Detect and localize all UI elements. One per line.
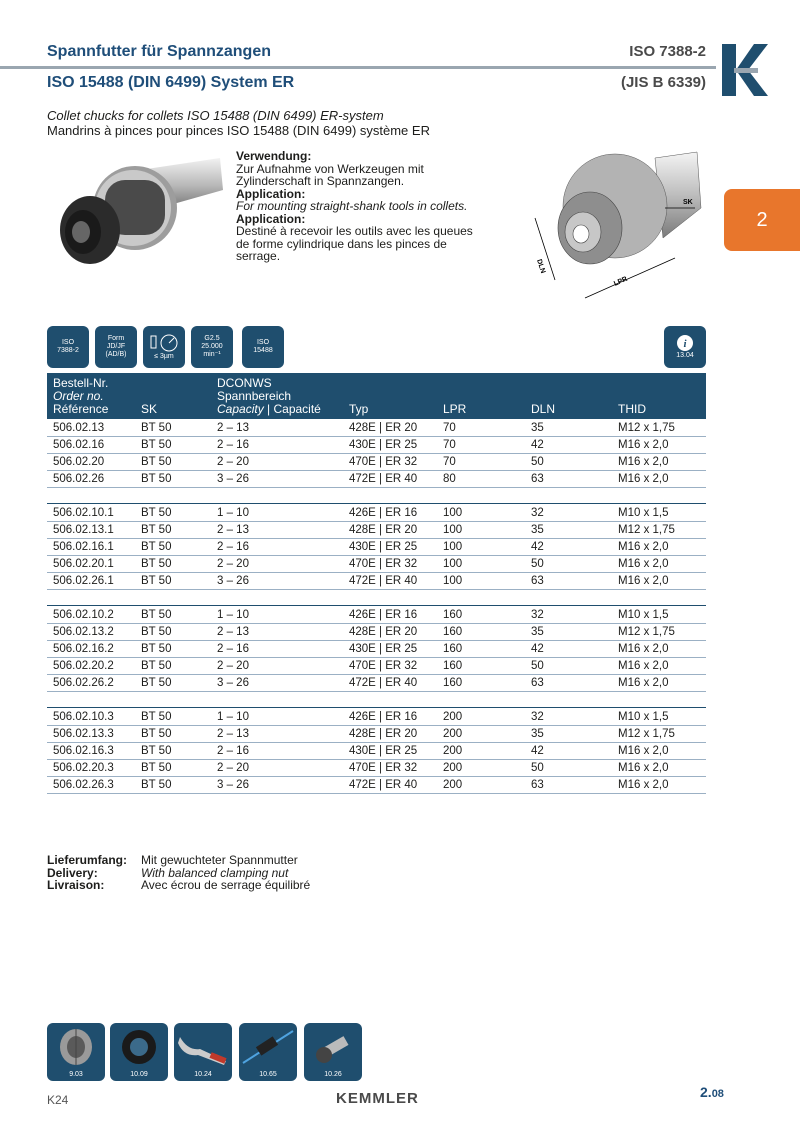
cell-capacity: 2 – 16 xyxy=(217,541,249,553)
group-divider xyxy=(47,503,706,504)
cell-order-number: 506.02.16.3 xyxy=(53,745,114,757)
iso-7388-icon-line2: 7388-2 xyxy=(57,347,79,354)
cell-sk: BT 50 xyxy=(141,762,172,774)
cell-capacity: 1 – 10 xyxy=(217,711,249,723)
brush-icon xyxy=(239,1023,297,1071)
runout-icon xyxy=(143,326,185,368)
accessory-clamping-nut-ref: 10.09 xyxy=(130,1071,148,1078)
cell-lpr: 70 xyxy=(443,456,456,468)
cell-type: 426E | ER 16 xyxy=(349,711,418,723)
table-row[interactable] xyxy=(47,777,706,794)
delivery-label-de: Lieferumfang: xyxy=(47,853,128,867)
table-row[interactable] xyxy=(47,760,706,777)
table-row[interactable] xyxy=(47,624,706,641)
cell-sk: BT 50 xyxy=(141,711,172,723)
col-range-en: Capacity xyxy=(217,402,264,416)
sk-dimension-label: SK xyxy=(683,199,693,206)
usage-label-fr: Application: xyxy=(236,211,306,226)
cell-thid: M16 x 2,0 xyxy=(618,779,669,791)
cell-order-number: 506.02.26.1 xyxy=(53,575,114,587)
cell-thid: M16 x 2,0 xyxy=(618,456,669,468)
cell-thid: M10 x 1,5 xyxy=(618,609,669,621)
cell-lpr: 200 xyxy=(443,745,463,757)
cell-order-number: 506.02.20 xyxy=(53,456,105,468)
col-range-en-fr xyxy=(217,403,321,415)
cell-sk: BT 50 xyxy=(141,422,172,434)
dln-dimension-label: DLN xyxy=(535,258,547,275)
cell-sk: BT 50 xyxy=(141,439,172,451)
cell-type: 472E | ER 40 xyxy=(349,779,418,791)
info-button[interactable] xyxy=(664,326,706,368)
chapter-tab[interactable]: 2 xyxy=(724,189,800,251)
cell-lpr: 200 xyxy=(443,779,463,791)
cell-dln: 42 xyxy=(531,643,544,655)
cell-capacity: 2 – 13 xyxy=(217,422,249,434)
delivery-text-de: Mit gewuchteter Spannmutter xyxy=(141,853,298,867)
cell-order-number: 506.02.13 xyxy=(53,422,105,434)
subtitle-en: Collet chucks for collets ISO 15488 (DIN 6499) ER-system xyxy=(47,108,384,123)
cell-thid: M16 x 2,0 xyxy=(618,439,669,451)
table-row[interactable] xyxy=(47,420,706,437)
cell-sk: BT 50 xyxy=(141,473,172,485)
col-order-de: Bestell-Nr. xyxy=(53,376,109,390)
table-row[interactable] xyxy=(47,471,706,488)
iso-7388-icon xyxy=(47,326,89,368)
delivery-label-fr: Livraison: xyxy=(47,878,105,892)
delivery-info xyxy=(47,854,310,892)
cell-lpr: 160 xyxy=(443,660,463,672)
cell-dln: 50 xyxy=(531,456,544,468)
cell-lpr: 160 xyxy=(443,609,463,621)
balance-unit: min⁻¹ xyxy=(203,351,221,358)
cell-capacity: 2 – 16 xyxy=(217,643,249,655)
table-row[interactable] xyxy=(47,675,706,692)
usage-text-de: Zur Aufnahme von Werkzeugen mit Zylinderschaft in Spannzangen. xyxy=(236,161,424,188)
accessory-wrench[interactable] xyxy=(174,1023,232,1081)
cell-lpr: 200 xyxy=(443,762,463,774)
cell-order-number: 506.02.13.1 xyxy=(53,524,114,536)
cell-order-number: 506.02.20.2 xyxy=(53,660,114,672)
cell-order-number: 506.02.26.3 xyxy=(53,779,114,791)
iso-15488-icon xyxy=(242,326,284,368)
cell-capacity: 3 – 26 xyxy=(217,575,249,587)
cell-dln: 63 xyxy=(531,677,544,689)
jis-standard-label: (JIS B 6339) xyxy=(620,74,706,91)
table-row[interactable] xyxy=(47,641,706,658)
accessory-pull-stud-ref: 10.26 xyxy=(324,1071,342,1078)
cell-type: 428E | ER 20 xyxy=(349,524,418,536)
cell-lpr: 160 xyxy=(443,643,463,655)
cell-dln: 63 xyxy=(531,779,544,791)
pull-stud-icon xyxy=(304,1023,362,1071)
cell-order-number: 506.02.13.2 xyxy=(53,626,114,638)
cell-dln: 35 xyxy=(531,728,544,740)
cell-lpr: 200 xyxy=(443,728,463,740)
cell-thid: M16 x 2,0 xyxy=(618,745,669,757)
iso-15488-icon-line1: ISO xyxy=(256,339,270,346)
cell-type: 470E | ER 32 xyxy=(349,558,418,570)
cell-sk: BT 50 xyxy=(141,660,172,672)
col-order-fr: Référence xyxy=(53,402,109,416)
cell-capacity: 2 – 20 xyxy=(217,558,249,570)
cell-dln: 42 xyxy=(531,439,544,451)
info-icon xyxy=(676,334,694,352)
cell-thid: M16 x 2,0 xyxy=(618,575,669,587)
cell-lpr: 100 xyxy=(443,507,463,519)
cell-order-number: 506.02.26.2 xyxy=(53,677,114,689)
collet-icon xyxy=(47,1023,105,1071)
cell-order-number: 506.02.16 xyxy=(53,439,105,451)
cell-sk: BT 50 xyxy=(141,524,172,536)
table-row[interactable] xyxy=(47,522,706,539)
cell-sk: BT 50 xyxy=(141,626,172,638)
col-sk: SK xyxy=(141,402,158,416)
table-header xyxy=(47,373,706,419)
page-number xyxy=(700,1084,724,1100)
page-reference: K24 xyxy=(47,1093,69,1107)
cell-lpr: 70 xyxy=(443,439,456,451)
cell-sk: BT 50 xyxy=(141,507,172,519)
usage-text-en: For mounting straight-shank tools in collets. xyxy=(236,199,468,213)
form-icon-line1: Form xyxy=(107,335,125,342)
accessory-collet[interactable] xyxy=(47,1023,105,1081)
cell-capacity: 2 – 20 xyxy=(217,660,249,672)
subtitle-fr: Mandrins à pinces pour pinces ISO 15488 (DIN 6499) système ER xyxy=(47,123,430,138)
cell-order-number: 506.02.13.3 xyxy=(53,728,114,740)
cell-type: 426E | ER 16 xyxy=(349,507,418,519)
table-row[interactable] xyxy=(47,454,706,471)
cell-sk: BT 50 xyxy=(141,456,172,468)
cell-order-number: 506.02.16.1 xyxy=(53,541,114,553)
balance-rpm: 25.000 xyxy=(201,343,223,350)
col-range-de: Spannbereich xyxy=(217,389,292,403)
cell-capacity: 2 – 20 xyxy=(217,456,249,468)
cell-capacity: 3 – 26 xyxy=(217,473,249,485)
brand-name: KEMMLER xyxy=(336,1090,419,1107)
col-thid: THID xyxy=(618,402,646,416)
cell-thid: M16 x 2,0 xyxy=(618,541,669,553)
cell-capacity: 2 – 13 xyxy=(217,524,249,536)
cell-dln: 32 xyxy=(531,507,544,519)
col-range-fr: Capacité xyxy=(273,402,321,416)
wrench-icon xyxy=(174,1023,232,1071)
form-icon-line3: (AD/B) xyxy=(105,351,127,358)
col-dconws: DCONWS xyxy=(217,376,272,390)
cell-thid: M16 x 2,0 xyxy=(618,558,669,570)
table-row[interactable] xyxy=(47,556,706,573)
cell-capacity: 2 – 16 xyxy=(217,745,249,757)
table-row[interactable] xyxy=(47,709,706,726)
cell-lpr: 70 xyxy=(443,422,456,434)
cell-dln: 50 xyxy=(531,660,544,672)
cell-dln: 42 xyxy=(531,745,544,757)
cell-type: 428E | ER 20 xyxy=(349,728,418,740)
cell-type: 428E | ER 20 xyxy=(349,422,418,434)
cell-capacity: 2 – 13 xyxy=(217,728,249,740)
clamping-nut-icon xyxy=(110,1023,168,1071)
table-row[interactable] xyxy=(47,743,706,760)
form-icon xyxy=(95,326,137,368)
svg-text:i: i xyxy=(683,338,687,350)
cell-capacity: 1 – 10 xyxy=(217,507,249,519)
cell-dln: 35 xyxy=(531,626,544,638)
accessory-pull-stud[interactable] xyxy=(304,1023,362,1081)
col-typ: Typ xyxy=(349,402,369,416)
cell-sk: BT 50 xyxy=(141,643,172,655)
cell-lpr: 100 xyxy=(443,541,463,553)
cell-lpr: 160 xyxy=(443,677,463,689)
cell-sk: BT 50 xyxy=(141,745,172,757)
group-divider xyxy=(47,605,706,606)
cell-type: 472E | ER 40 xyxy=(349,677,418,689)
accessory-brush-ref: 10.65 xyxy=(259,1071,277,1078)
cell-type: 472E | ER 40 xyxy=(349,473,418,485)
header-divider xyxy=(0,66,716,69)
cell-order-number: 506.02.16.2 xyxy=(53,643,114,655)
cell-sk: BT 50 xyxy=(141,779,172,791)
runout-value: ≤ 3µm xyxy=(154,353,174,360)
cell-thid: M12 x 1,75 xyxy=(618,422,675,434)
cell-sk: BT 50 xyxy=(141,575,172,587)
cell-type: 430E | ER 25 xyxy=(349,439,418,451)
dial-gauge-icon xyxy=(149,333,179,353)
cell-order-number: 506.02.26 xyxy=(53,473,105,485)
cell-dln: 32 xyxy=(531,711,544,723)
cell-order-number: 506.02.10.1 xyxy=(53,507,114,519)
cell-capacity: 2 – 16 xyxy=(217,439,249,451)
cell-thid: M12 x 1,75 xyxy=(618,524,675,536)
cell-sk: BT 50 xyxy=(141,541,172,553)
table-row[interactable] xyxy=(47,505,706,522)
cell-dln: 42 xyxy=(531,541,544,553)
cell-sk: BT 50 xyxy=(141,609,172,621)
cell-sk: BT 50 xyxy=(141,728,172,740)
cell-type: 426E | ER 16 xyxy=(349,609,418,621)
cell-type: 470E | ER 32 xyxy=(349,456,418,468)
table-row[interactable] xyxy=(47,539,706,556)
delivery-label-en: Delivery: xyxy=(47,865,98,880)
cell-type: 430E | ER 25 xyxy=(349,643,418,655)
cell-type: 470E | ER 32 xyxy=(349,660,418,672)
page-number-minor: 08 xyxy=(711,1088,724,1100)
cell-sk: BT 50 xyxy=(141,558,172,570)
table-row[interactable] xyxy=(47,607,706,624)
accessory-clamping-nut[interactable] xyxy=(110,1023,168,1081)
delivery-text-fr: Avec écrou de serrage équilibré xyxy=(141,878,311,892)
cell-order-number: 506.02.10.2 xyxy=(53,609,114,621)
cell-thid: M16 x 2,0 xyxy=(618,643,669,655)
table-row[interactable] xyxy=(47,573,706,590)
page-subtitle: ISO 15488 (DIN 6499) System ER xyxy=(47,74,295,91)
accessory-cleaning-brush[interactable] xyxy=(239,1023,297,1081)
page-number-major: 2. xyxy=(700,1084,712,1100)
delivery-text-en: With balanced clamping nut xyxy=(141,865,289,880)
col-dln: DLN xyxy=(531,402,556,416)
standard-label: ISO 7388-2 xyxy=(629,43,706,60)
cell-sk: BT 50 xyxy=(141,677,172,689)
cell-thid: M16 x 2,0 xyxy=(618,677,669,689)
info-caption: 13.04 xyxy=(676,352,694,359)
cell-order-number: 506.02.20.3 xyxy=(53,762,114,774)
table-row[interactable] xyxy=(47,726,706,743)
cell-capacity: 2 – 13 xyxy=(217,626,249,638)
iso-7388-icon-line1: ISO xyxy=(61,339,75,346)
cell-type: 428E | ER 20 xyxy=(349,626,418,638)
technical-drawing xyxy=(515,148,720,308)
col-range-separator: | xyxy=(263,402,274,416)
group-divider xyxy=(47,707,706,708)
cell-dln: 63 xyxy=(531,575,544,587)
cell-thid: M16 x 2,0 xyxy=(618,660,669,672)
cell-lpr: 100 xyxy=(443,524,463,536)
usage-text-fr: Destiné à recevoir les outils avec les queues de forme cylindrique dans les pinces de serrage. xyxy=(236,224,473,263)
cell-lpr: 100 xyxy=(443,575,463,587)
product-photo xyxy=(45,150,225,270)
table-row[interactable] xyxy=(47,658,706,675)
cell-dln: 35 xyxy=(531,422,544,434)
cell-capacity: 3 – 26 xyxy=(217,779,249,791)
balance-grade: G2.5 xyxy=(204,335,220,342)
cell-thid: M10 x 1,5 xyxy=(618,711,669,723)
col-order-en: Order no. xyxy=(53,389,104,403)
cell-capacity: 3 – 26 xyxy=(217,677,249,689)
cell-type: 472E | ER 40 xyxy=(349,575,418,587)
iso-15488-icon-line2: 15488 xyxy=(253,347,273,354)
usage-label-de: Verwendung: xyxy=(236,149,312,163)
cell-type: 430E | ER 25 xyxy=(349,745,418,757)
cell-capacity: 1 – 10 xyxy=(217,609,249,621)
cell-thid: M16 x 2,0 xyxy=(618,473,669,485)
cell-order-number: 506.02.10.3 xyxy=(53,711,114,723)
cell-dln: 63 xyxy=(531,473,544,485)
cell-thid: M16 x 2,0 xyxy=(618,762,669,774)
cell-dln: 35 xyxy=(531,524,544,536)
cell-type: 430E | ER 25 xyxy=(349,541,418,553)
cell-lpr: 80 xyxy=(443,473,456,485)
cell-type: 470E | ER 32 xyxy=(349,762,418,774)
cell-lpr: 160 xyxy=(443,626,463,638)
form-icon-line2: JD/JF xyxy=(106,343,126,350)
cell-thid: M12 x 1,75 xyxy=(618,728,675,740)
accessory-collet-ref: 9.03 xyxy=(69,1071,83,1078)
table-row[interactable] xyxy=(47,437,706,454)
cell-thid: M10 x 1,5 xyxy=(618,507,669,519)
cell-dln: 50 xyxy=(531,762,544,774)
page-title: Spannfutter für Spannzangen xyxy=(47,43,271,60)
col-lpr: LPR xyxy=(443,402,467,416)
accessory-wrench-ref: 10.24 xyxy=(194,1071,212,1078)
usage-label-en: Application: xyxy=(236,186,306,201)
lpr-dimension-label: LPR xyxy=(612,275,629,288)
cell-dln: 50 xyxy=(531,558,544,570)
cell-lpr: 100 xyxy=(443,558,463,570)
balance-icon xyxy=(191,326,233,368)
cell-capacity: 2 – 20 xyxy=(217,762,249,774)
cell-dln: 32 xyxy=(531,609,544,621)
cell-lpr: 200 xyxy=(443,711,463,723)
usage-description xyxy=(236,150,476,263)
kemmler-logo xyxy=(718,42,770,98)
cell-thid: M12 x 1,75 xyxy=(618,626,675,638)
cell-order-number: 506.02.20.1 xyxy=(53,558,114,570)
